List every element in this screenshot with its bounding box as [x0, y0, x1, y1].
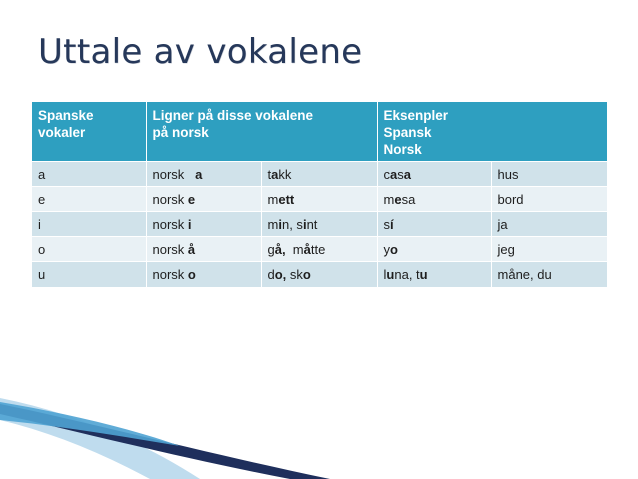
page-title: Uttale av vokalene — [38, 32, 363, 72]
cell-text: s — [383, 216, 391, 232]
header-examples: Eksenpler Spansk Norsk — [377, 102, 607, 162]
table-row — [32, 162, 607, 187]
spanish-example-cell — [377, 187, 491, 212]
norwegian-example-cell — [261, 187, 377, 212]
highlighted-vowel: å, — [274, 241, 286, 257]
table-row — [32, 262, 607, 287]
cell-text: o — [38, 241, 46, 257]
spanish-vowel-cell — [32, 212, 146, 237]
spanish-vowel-cell — [32, 262, 146, 287]
cell-text: norsk — [152, 266, 188, 282]
norwegian-example-cell — [261, 162, 377, 187]
cell-text: y — [383, 241, 391, 257]
highlighted-vowel: o — [390, 241, 398, 257]
cell-text: m — [267, 191, 279, 207]
highlighted-vowel: o, — [274, 266, 287, 282]
table-header-row — [32, 102, 607, 162]
cell-text: ja — [497, 216, 508, 232]
cell-text: norsk — [152, 241, 188, 257]
table-row — [32, 237, 607, 262]
table-row — [32, 187, 607, 212]
norwegian-equivalent-cell — [146, 162, 261, 187]
cell-text: hus — [497, 166, 519, 182]
spanish-example-cell — [377, 212, 491, 237]
spanish-example-cell — [377, 237, 491, 262]
norwegian-equivalent-cell — [146, 237, 261, 262]
norwegian-example-cell — [261, 237, 377, 262]
cell-text: sa — [401, 191, 416, 207]
highlighted-vowel: e — [394, 191, 402, 207]
cell-text: e — [38, 191, 46, 207]
highlighted-vowel: u — [386, 266, 395, 282]
cell-text: jeg — [497, 241, 515, 257]
highlighted-vowel: o — [302, 266, 311, 282]
cell-text: u — [38, 266, 46, 282]
spanish-vowel-cell — [32, 237, 146, 262]
norwegian-translation-cell — [491, 237, 607, 262]
cell-text: m — [285, 241, 304, 257]
spanish-example-cell — [377, 162, 491, 187]
cell-text: d — [267, 266, 275, 282]
highlighted-vowel: a — [187, 166, 203, 182]
cell-text: norsk — [152, 166, 188, 182]
cell-text: måne, du — [497, 266, 552, 282]
table-body — [32, 162, 607, 287]
cell-text: n, s — [281, 216, 303, 232]
norwegian-translation-cell — [491, 187, 607, 212]
cell-text: c — [383, 166, 391, 182]
highlighted-vowel: a — [390, 166, 398, 182]
highlighted-vowel: o — [187, 266, 196, 282]
highlighted-vowel: a — [403, 166, 411, 182]
highlighted-vowel: ett — [278, 191, 295, 207]
cell-text: l — [383, 266, 387, 282]
cell-text: sk — [286, 266, 303, 282]
highlighted-vowel: i — [187, 216, 192, 232]
cell-text: tte — [310, 241, 326, 257]
highlighted-vowel: a — [271, 166, 279, 182]
cell-text: m — [383, 191, 395, 207]
highlighted-vowel: i — [302, 216, 307, 232]
highlighted-vowel: u — [419, 266, 428, 282]
cell-text: norsk — [152, 191, 188, 207]
norwegian-equivalent-cell — [146, 212, 261, 237]
header-spanish-vowels: Spanske vokaler — [32, 102, 146, 162]
cell-text: na, t — [394, 266, 420, 282]
norwegian-equivalent-cell — [146, 187, 261, 212]
highlighted-vowel: å — [187, 241, 196, 257]
cell-text: bord — [497, 191, 524, 207]
norwegian-example-cell — [261, 212, 377, 237]
highlighted-vowel: í — [390, 216, 394, 232]
cell-text: a — [38, 166, 46, 182]
cell-text: norsk — [152, 216, 188, 232]
vowel-pronunciation-table — [32, 102, 607, 287]
cell-text: kk — [278, 166, 292, 182]
cell-text: g — [267, 241, 275, 257]
cell-text: m — [267, 216, 279, 232]
spanish-vowel-cell — [32, 187, 146, 212]
cell-text: i — [38, 216, 41, 232]
cell-text: t — [267, 166, 272, 182]
table-row — [32, 212, 607, 237]
cell-text: nt — [306, 216, 318, 232]
norwegian-translation-cell — [491, 162, 607, 187]
highlighted-vowel: å — [303, 241, 311, 257]
norwegian-translation-cell — [491, 262, 607, 287]
spanish-vowel-cell — [32, 162, 146, 187]
highlighted-vowel: i — [278, 216, 282, 232]
spanish-example-cell — [377, 262, 491, 287]
highlighted-vowel: e — [187, 191, 196, 207]
norwegian-translation-cell — [491, 212, 607, 237]
norwegian-equivalent-cell — [146, 262, 261, 287]
cell-text: s — [397, 166, 404, 182]
norwegian-example-cell — [261, 262, 377, 287]
header-norwegian-equivalent: Ligner på disse vokalene på norsk — [146, 102, 377, 162]
